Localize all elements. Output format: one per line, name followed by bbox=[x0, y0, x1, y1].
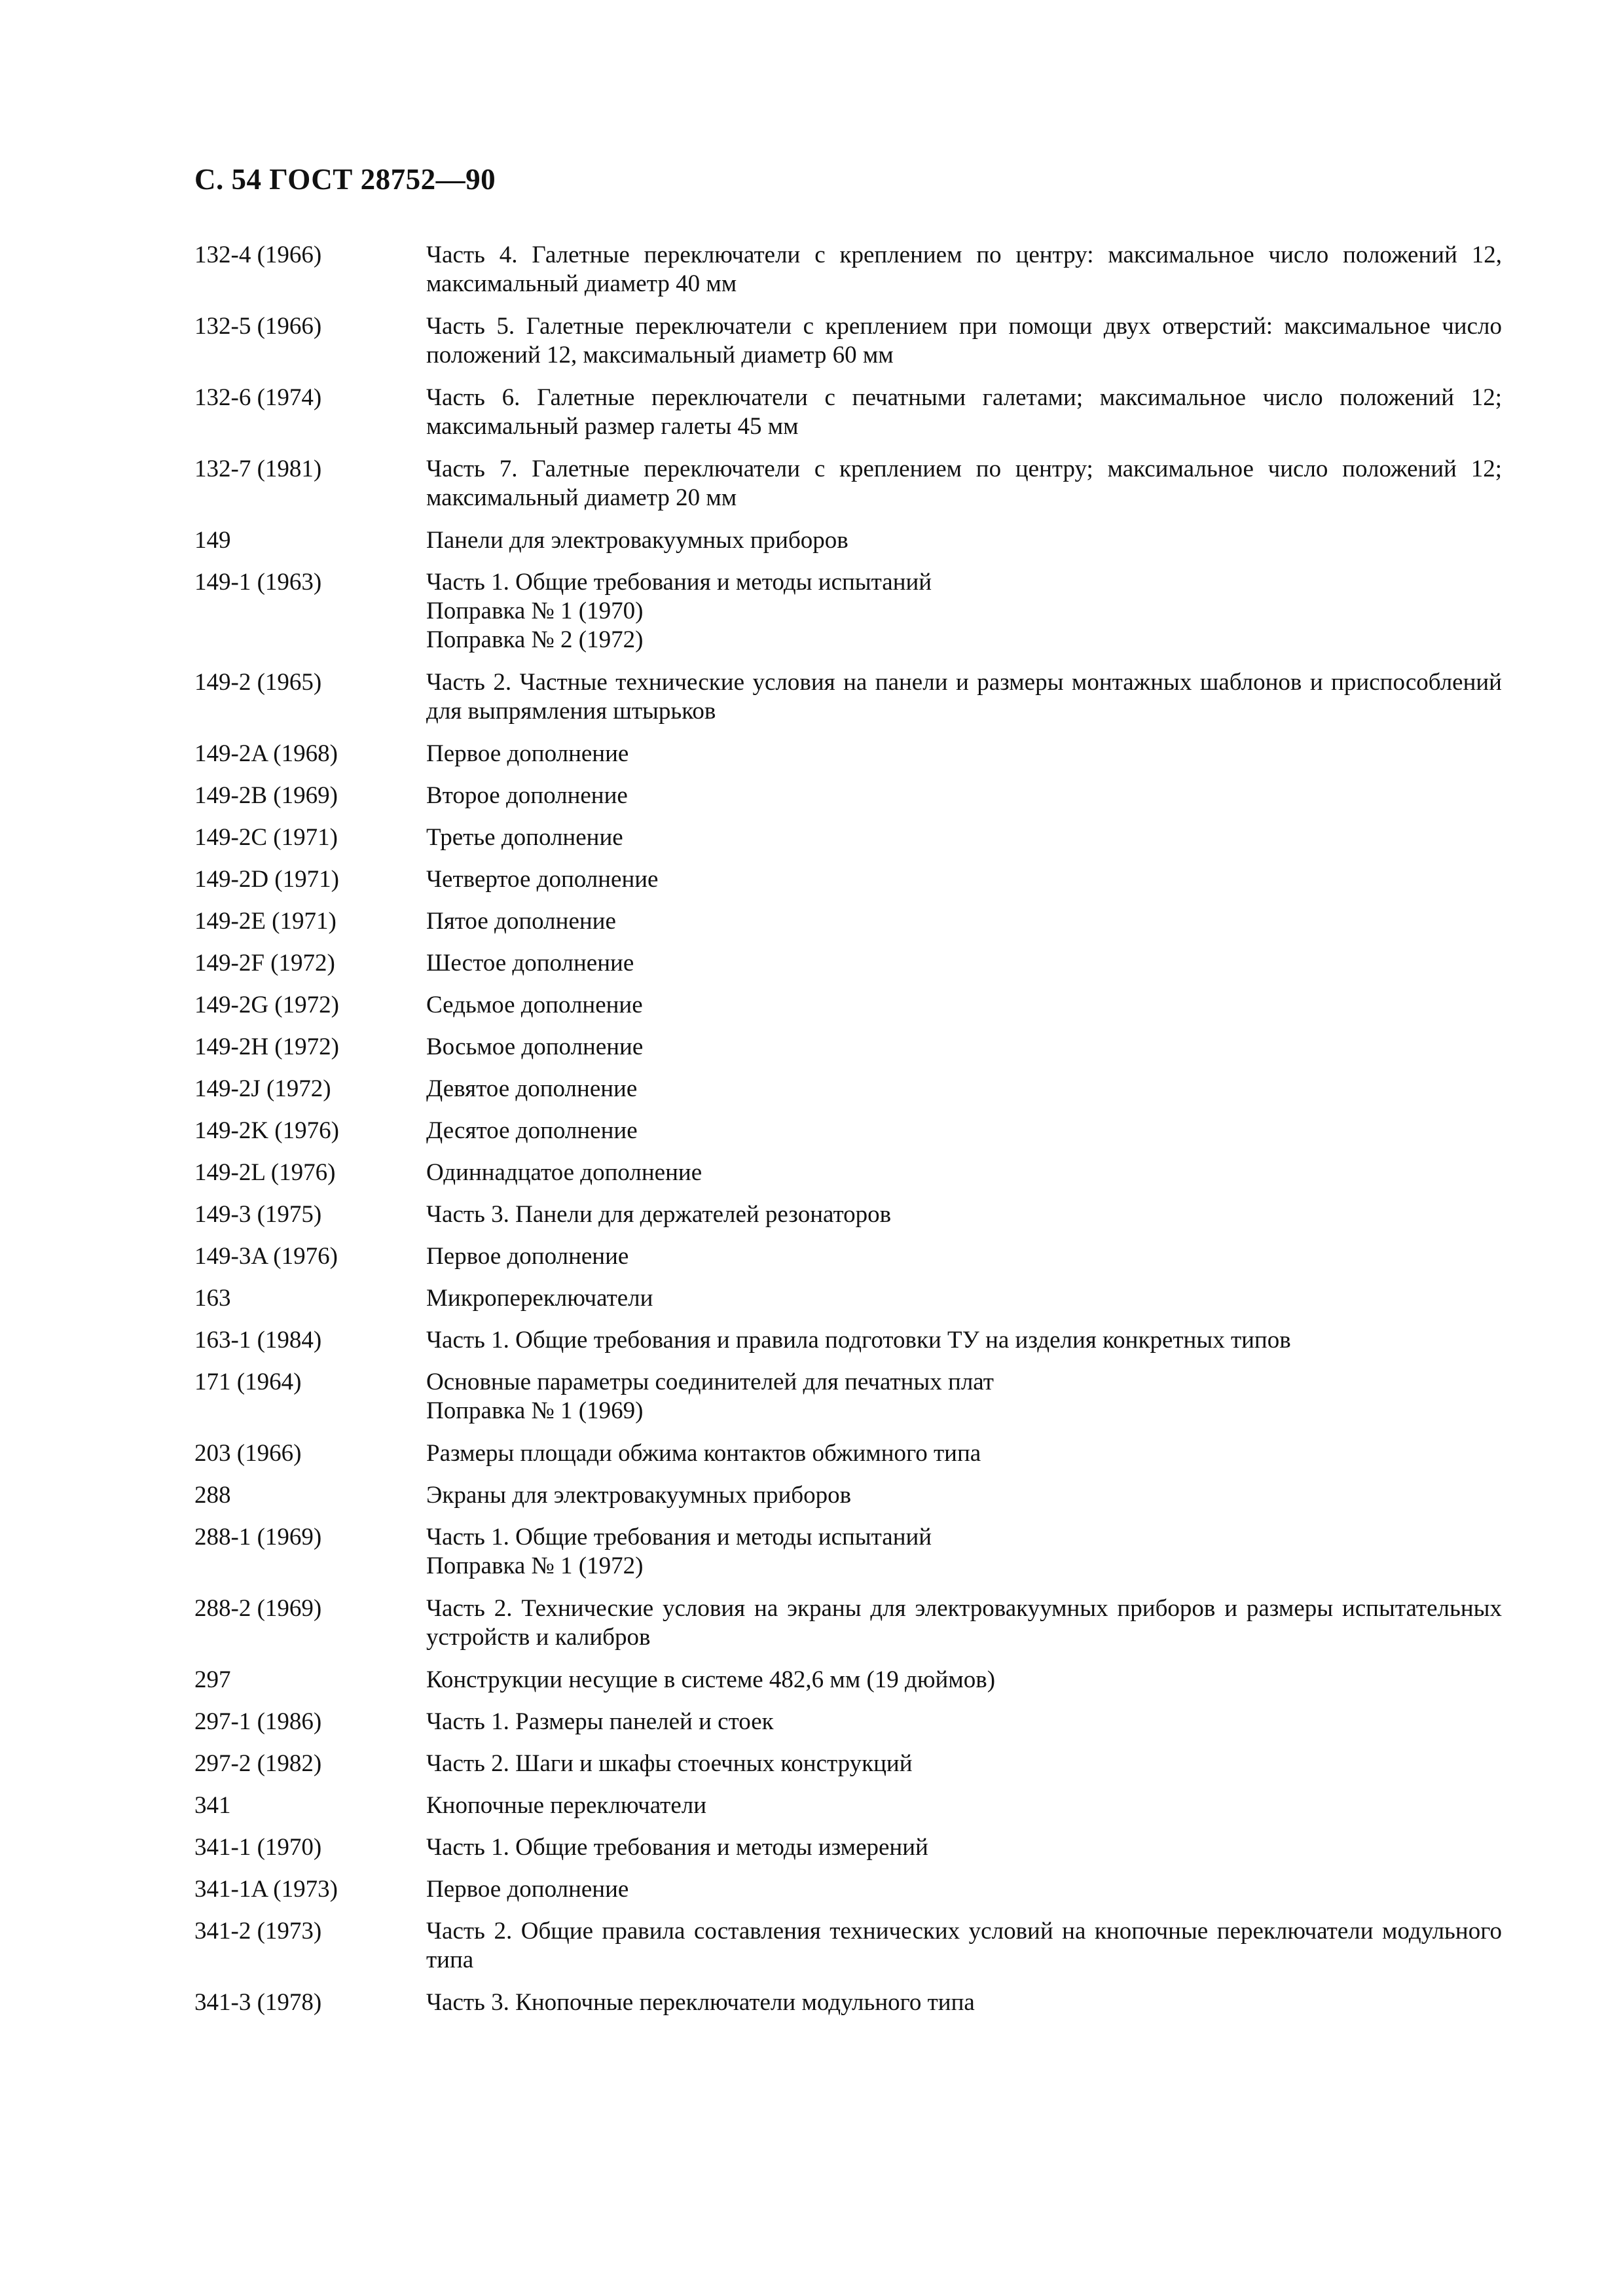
standard-code: 132-4 (1966) bbox=[194, 242, 322, 268]
standard-title-text: Десятое дополнение bbox=[426, 1117, 638, 1144]
standard-title-text: Кнопочные переключатели bbox=[426, 1792, 707, 1819]
standard-title bbox=[426, 455, 1502, 512]
standard-title bbox=[426, 526, 1502, 555]
standard-title bbox=[426, 1439, 1502, 1468]
standard-title-text: Часть 4. Галетные переключатели с креплением по центру: максимальное число положений 12, максимальный диаметр 40 мм bbox=[426, 242, 1502, 297]
standard-title bbox=[426, 740, 1502, 768]
list-item bbox=[194, 384, 1502, 441]
list-item bbox=[194, 1481, 1502, 1510]
standard-title-text: Часть 3. Панели для держателей резонаторов bbox=[426, 1201, 892, 1228]
standard-code: 149-2 (1965) bbox=[194, 669, 322, 696]
standard-title bbox=[426, 1368, 1502, 1426]
standard-title bbox=[426, 1242, 1502, 1271]
standard-title-text: Экраны для электровакуумных приборов bbox=[426, 1482, 852, 1509]
standards-list bbox=[194, 241, 1502, 2030]
amendment-note: Поправка № 1 (1970) bbox=[426, 598, 644, 624]
standard-title bbox=[426, 1666, 1502, 1695]
amendment-note: Поправка № 1 (1972) bbox=[426, 1552, 644, 1579]
standard-title bbox=[426, 823, 1502, 852]
standard-title bbox=[426, 1708, 1502, 1736]
list-item bbox=[194, 1117, 1502, 1145]
standard-code: 149-1 (1963) bbox=[194, 569, 322, 596]
standard-title bbox=[426, 1791, 1502, 1820]
amendment-note: Поправка № 2 (1972) bbox=[426, 626, 644, 653]
standard-title-text: Конструкции несущие в системе 482,6 мм (19 дюймов) bbox=[426, 1666, 996, 1693]
standard-code: 297-2 (1982) bbox=[194, 1750, 322, 1777]
standard-title bbox=[426, 1117, 1502, 1145]
standard-title-text: Часть 1. Общие требования и правила подготовки ТУ на изделия конкретных типов bbox=[426, 1327, 1291, 1354]
standard-title-text: Панели для электровакуумных приборов bbox=[426, 527, 848, 554]
standard-title-text: Восьмое дополнение bbox=[426, 1033, 644, 1060]
page-header: С. 54 ГОСТ 28752—90 bbox=[194, 163, 496, 196]
standard-title bbox=[426, 312, 1502, 370]
list-item bbox=[194, 1368, 1502, 1426]
standard-code: 341-1A (1973) bbox=[194, 1876, 338, 1903]
standard-code: 163 bbox=[194, 1285, 231, 1312]
standard-title bbox=[426, 1917, 1502, 1975]
list-item bbox=[194, 1439, 1502, 1468]
standard-code: 149-2F (1972) bbox=[194, 950, 335, 977]
standard-title-text: Часть 2. Технические условия на экраны для электровакуумных приборов и размеры испытательных устройств и калибров bbox=[426, 1595, 1502, 1651]
standard-title bbox=[426, 949, 1502, 978]
standard-code: 149-2A (1968) bbox=[194, 740, 338, 767]
list-item bbox=[194, 1917, 1502, 1975]
list-item bbox=[194, 1033, 1502, 1062]
standard-code: 203 (1966) bbox=[194, 1440, 302, 1467]
standard-title-text: Часть 1. Размеры панелей и стоек bbox=[426, 1708, 774, 1735]
standard-title-text: Седьмое дополнение bbox=[426, 992, 643, 1018]
standard-title bbox=[426, 1075, 1502, 1103]
standard-code: 149-3 (1975) bbox=[194, 1201, 322, 1228]
standard-title bbox=[426, 1749, 1502, 1778]
standard-title bbox=[426, 991, 1502, 1020]
standard-code: 149 bbox=[194, 527, 231, 554]
standard-code: 149-2B (1969) bbox=[194, 782, 338, 809]
standard-code: 149-2L (1976) bbox=[194, 1159, 336, 1186]
standard-title bbox=[426, 1326, 1502, 1355]
list-item bbox=[194, 907, 1502, 936]
list-item bbox=[194, 949, 1502, 978]
standard-code: 149-2H (1972) bbox=[194, 1033, 339, 1060]
list-item bbox=[194, 1523, 1502, 1581]
standard-title-text: Часть 2. Шаги и шкафы стоечных конструкций bbox=[426, 1750, 913, 1777]
standard-code: 297-1 (1986) bbox=[194, 1708, 322, 1735]
standard-title-text: Часть 3. Кнопочные переключатели модульного типа bbox=[426, 1989, 975, 2016]
standard-title-text: Первое дополнение bbox=[426, 1243, 629, 1270]
list-item bbox=[194, 1988, 1502, 2017]
list-item bbox=[194, 1875, 1502, 1904]
list-item bbox=[194, 740, 1502, 768]
list-item bbox=[194, 526, 1502, 555]
standard-title-text: Девятое дополнение bbox=[426, 1075, 638, 1102]
standard-title bbox=[426, 1988, 1502, 2017]
standard-code: 297 bbox=[194, 1666, 231, 1693]
standard-code: 288-2 (1969) bbox=[194, 1595, 322, 1622]
list-item bbox=[194, 312, 1502, 370]
list-item bbox=[194, 991, 1502, 1020]
standard-code: 132-7 (1981) bbox=[194, 456, 322, 482]
list-item bbox=[194, 1200, 1502, 1229]
standard-title bbox=[426, 668, 1502, 726]
list-item bbox=[194, 1326, 1502, 1355]
standard-title bbox=[426, 1033, 1502, 1062]
standard-title-text: Четвертое дополнение bbox=[426, 866, 659, 893]
standard-code: 288-1 (1969) bbox=[194, 1524, 322, 1551]
standard-title bbox=[426, 1158, 1502, 1187]
standard-title-text: Микропереключатели bbox=[426, 1285, 653, 1312]
standard-code: 149-2E (1971) bbox=[194, 908, 337, 935]
standard-title-text: Часть 7. Галетные переключатели с креплением по центру; максимальное число положений 12; максимальный диаметр 20 мм bbox=[426, 456, 1502, 511]
list-item bbox=[194, 668, 1502, 726]
standard-title bbox=[426, 1833, 1502, 1862]
standard-title-text: Часть 1. Общие требования и методы испытаний bbox=[426, 569, 932, 596]
standard-title bbox=[426, 568, 1502, 655]
standard-code: 149-2D (1971) bbox=[194, 866, 339, 893]
standard-code: 171 (1964) bbox=[194, 1369, 302, 1395]
standard-title-text: Размеры площади обжима контактов обжимного типа bbox=[426, 1440, 981, 1467]
standard-title bbox=[426, 241, 1502, 298]
list-item bbox=[194, 1708, 1502, 1736]
standard-code: 149-2G (1972) bbox=[194, 992, 339, 1018]
amendment-note: Поправка № 1 (1969) bbox=[426, 1397, 644, 1424]
standard-code: 132-6 (1974) bbox=[194, 384, 322, 411]
standard-title bbox=[426, 1200, 1502, 1229]
list-item bbox=[194, 823, 1502, 852]
list-item bbox=[194, 568, 1502, 655]
standard-title-text: Часть 5. Галетные переключатели с креплением при помощи двух отверстий: максимальное число положений 12, максимальный диаметр 60 мм bbox=[426, 313, 1502, 368]
list-item bbox=[194, 865, 1502, 894]
standard-code: 149-2J (1972) bbox=[194, 1075, 331, 1102]
list-item bbox=[194, 1242, 1502, 1271]
standard-title bbox=[426, 1523, 1502, 1581]
standard-title-text: Часть 2. Общие правила составления технических условий на кнопочные переключатели модульного типа bbox=[426, 1918, 1502, 1973]
standard-title bbox=[426, 384, 1502, 441]
standard-title bbox=[426, 865, 1502, 894]
standard-title bbox=[426, 781, 1502, 810]
list-item bbox=[194, 1749, 1502, 1778]
standard-title-text: Первое дополнение bbox=[426, 1876, 629, 1903]
standard-code: 132-5 (1966) bbox=[194, 313, 322, 340]
standard-title bbox=[426, 1284, 1502, 1313]
standard-title-text: Часть 2. Частные технические условия на панели и размеры монтажных шаблонов и приспособлений для выпрямления штырьков bbox=[426, 669, 1502, 725]
standard-title-text: Третье дополнение bbox=[426, 824, 623, 851]
standard-title bbox=[426, 1594, 1502, 1652]
list-item bbox=[194, 1158, 1502, 1187]
standard-title bbox=[426, 907, 1502, 936]
standard-code: 149-2K (1976) bbox=[194, 1117, 339, 1144]
standard-code: 341-3 (1978) bbox=[194, 1989, 322, 2016]
standard-code: 288 bbox=[194, 1482, 231, 1509]
list-item bbox=[194, 1594, 1502, 1652]
list-item bbox=[194, 1284, 1502, 1313]
standard-title-text: Часть 6. Галетные переключатели с печатными галетами; максимальное число положений 12; максимальный размер галеты 45 мм bbox=[426, 384, 1502, 440]
list-item bbox=[194, 455, 1502, 512]
standard-title-text: Шестое дополнение bbox=[426, 950, 634, 977]
standard-code: 163-1 (1984) bbox=[194, 1327, 322, 1354]
list-item bbox=[194, 1075, 1502, 1103]
list-item bbox=[194, 781, 1502, 810]
standard-code: 341-2 (1973) bbox=[194, 1918, 322, 1945]
list-item bbox=[194, 1791, 1502, 1820]
list-item bbox=[194, 1666, 1502, 1695]
standard-code: 341-1 (1970) bbox=[194, 1834, 322, 1861]
list-item bbox=[194, 1833, 1502, 1862]
standard-title-text: Основные параметры соединителей для печатных плат bbox=[426, 1369, 994, 1395]
standard-code: 341 bbox=[194, 1792, 231, 1819]
standard-code: 149-2C (1971) bbox=[194, 824, 338, 851]
standard-title bbox=[426, 1481, 1502, 1510]
standard-title-text: Одиннадцатое дополнение bbox=[426, 1159, 702, 1186]
standard-title-text: Часть 1. Общие требования и методы испытаний bbox=[426, 1524, 932, 1551]
standard-title-text: Первое дополнение bbox=[426, 740, 629, 767]
list-item bbox=[194, 241, 1502, 298]
standard-title-text: Часть 1. Общие требования и методы измерений bbox=[426, 1834, 928, 1861]
standard-code: 149-3A (1976) bbox=[194, 1243, 338, 1270]
standard-title-text: Второе дополнение bbox=[426, 782, 628, 809]
standard-title-text: Пятое дополнение bbox=[426, 908, 616, 935]
standard-title bbox=[426, 1875, 1502, 1904]
